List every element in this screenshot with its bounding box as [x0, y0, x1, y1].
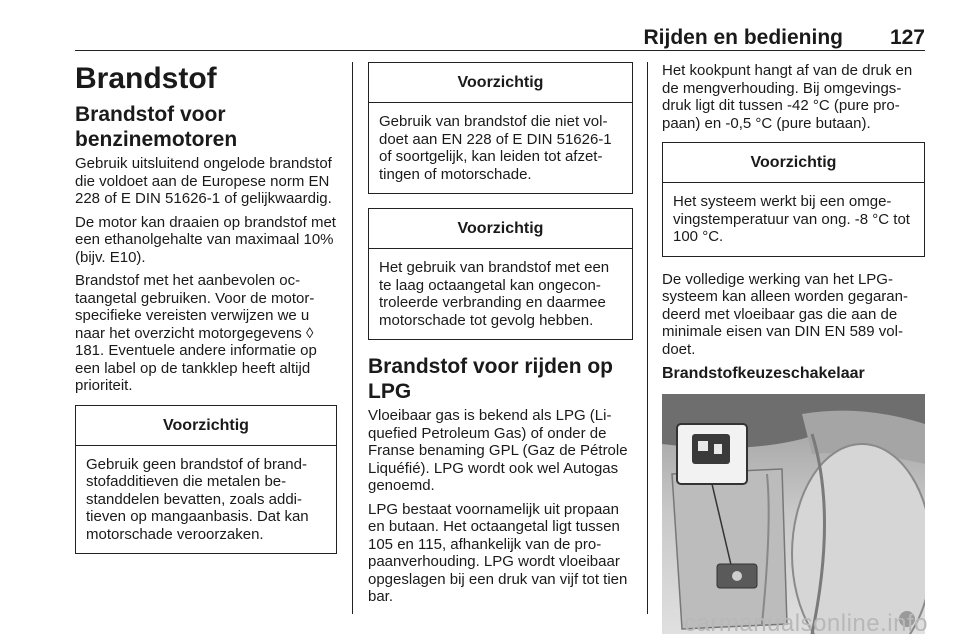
column-divider — [647, 62, 648, 614]
column-divider — [352, 62, 353, 614]
caution-box — [75, 405, 337, 555]
caution-title: Voorzichtig — [76, 406, 336, 446]
caution-text: Het systeem werkt bij een omgevingstemperatuur van ong. -8 °C tot 100 °C. — [673, 193, 910, 245]
section-title: Rijden en bediening — [643, 26, 843, 49]
paragraph: De motor kan draaien op brandstof met een ethanolgehalte van maximaal 10% (bijv. E10). — [75, 213, 336, 266]
page-number: 127 — [889, 26, 925, 49]
caution-box — [368, 208, 633, 340]
heading-fuel-selector: Brandstofkeuzeschakelaar — [662, 365, 865, 382]
paragraph: Het kookpunt hangt af van de druk en de mengverhouding. Bij omgevingsdruk ligt dit tussen -42 °C (pure propaan) en -0,5 °C (pure butaan). — [662, 62, 913, 132]
heading-brandstof: Brandstof — [75, 62, 217, 95]
caution-title: Voorzichtig — [369, 63, 632, 103]
caution-title: Voorzichtig — [369, 209, 632, 249]
dashboard-illustration — [662, 394, 925, 634]
caution-title: Voorzichtig — [663, 143, 924, 183]
caution-box — [368, 62, 633, 194]
paragraph: LPG bestaat voornamelijk uit propaan en butaan. Het octaangetal ligt tussen 105 en 115, afhankelijk van de propaanverhouding. LPG wordt vloeibaar opgeslagen bij een druk van vijf tot tien bar. — [368, 500, 628, 605]
caution-box — [662, 142, 925, 257]
caution-text: Gebruik geen brandstof of brandstofadditieven die metalen bestanddelen bevatten, zoals additieven op mangaanbasis. Dat kan motorschade veroorzaken. — [86, 455, 309, 543]
heading-lpg: Brandstof voor rijden op LPG — [368, 355, 614, 403]
fuel-selector-photo — [662, 394, 925, 634]
column-left — [75, 62, 337, 568]
column-right — [662, 62, 925, 634]
paragraph-with-page-reference: Brandstof met het aanbevolen octaangetal gebruiken. Voor de motorspecifieke vereisten verwijzen we u naar het overzicht motorgegevens ◊ 181. Eventuele andere informatie op een label op de tankklep heeft altijd prioriteit. — [75, 272, 317, 394]
column-middle — [368, 62, 633, 612]
paragraph: Gebruik uitsluitend ongelode brandstof die voldoet aan de Europese norm EN 228 of E DIN 51626-1 of gelijkwaardig. — [75, 155, 332, 207]
paragraph: Vloeibaar gas is bekend als LPG (Liquefied Petroleum Gas) of onder de Franse benaming GPL (Gaz de Pétrole Liquéfié). LPG wordt ook wel Autogas genoemd. — [368, 407, 628, 494]
watermark: carmanualsonline.info — [684, 610, 928, 637]
caution-text: Gebruik van brandstof die niet voldoet aan EN 228 of E DIN 51626-1 of soortgelijk, kan leiden tot afzettingen of motorschade. — [379, 113, 612, 183]
heading-benzine: Brandstof voor benzinemotoren — [75, 103, 238, 151]
paragraph: De volledige werking van het LPG-systeem kan alleen worden gegarandeerd met vloeibaar gas die aan de minimale eisen van DIN EN 589 voldoet. — [662, 270, 908, 358]
caution-text: Het gebruik van brandstof met een te laag octaangetal kan ongecontroleerde verbranding en daarmee motorschade tot gevolg hebben. — [379, 259, 610, 329]
page-header — [75, 24, 925, 51]
